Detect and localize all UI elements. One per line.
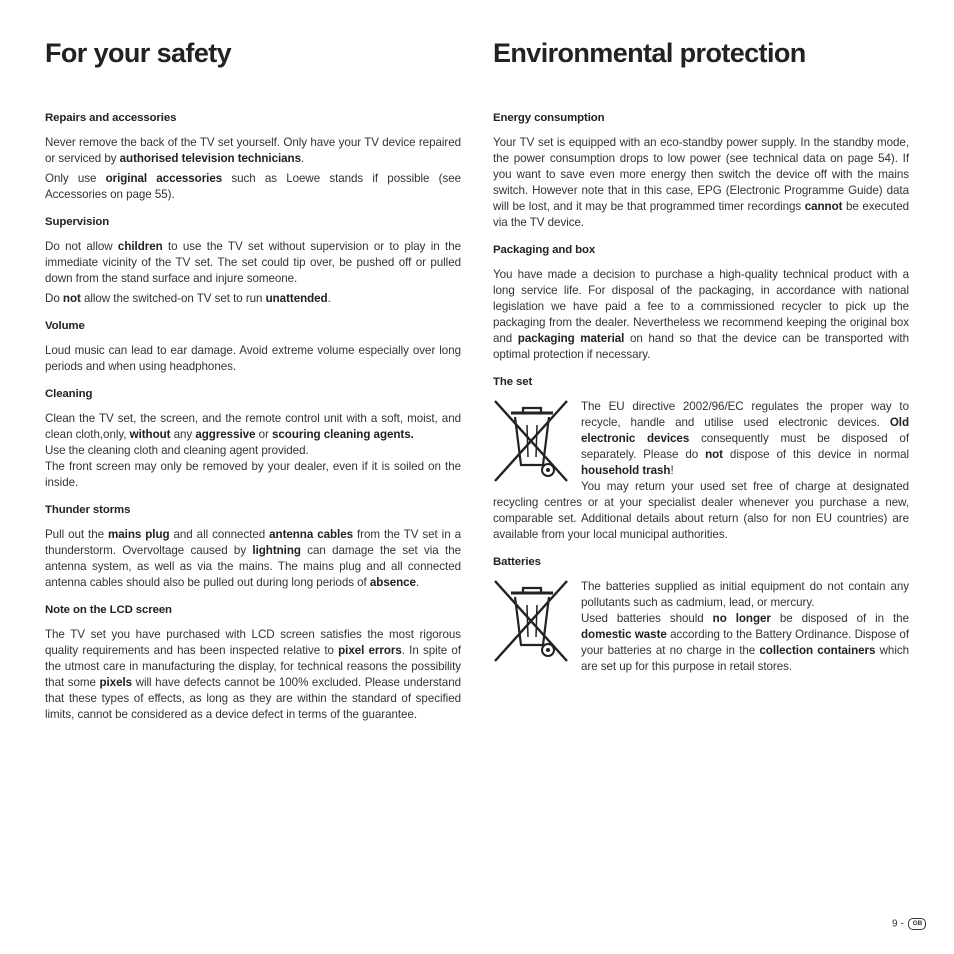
- emphasis: Old electronic devices: [581, 416, 909, 445]
- emphasis: cannot: [804, 200, 843, 213]
- paragraph: Your TV set is equipped with an eco-standby power supply. In the standby mode, the power consumption drops to low power (see technical data on page 54). If you want to save even more energy then switch the device off with the mains switch. However note that in this case, EPG (Electronic Programme Guide) data will be lost, and it may be that programmed timer recordings cannot be executed via the TV device.: [493, 136, 909, 229]
- section-heading: Volume: [45, 320, 85, 332]
- emphasis: aggressive: [195, 428, 256, 441]
- paragraph: Only use original accessories such as Loewe stands if possible (see Accessories on page 55).: [45, 172, 461, 201]
- page-number: 9 -: [892, 918, 904, 930]
- emphasis: not: [62, 292, 81, 305]
- paragraph: You have made a decision to purchase a high-quality technical product with a long service life. For disposal of the packaging, in accordance with national legislation we have paid a fee to a commissioned recycler to pick up the packaging from the dealer. Nevertheless we recommend keeping the original box and packaging material on hand so that the device can be transported with optimal protection if necessary.: [493, 268, 909, 361]
- emphasis: authorised television technicians: [119, 152, 301, 165]
- emphasis: no longer: [712, 612, 771, 625]
- section-heading: Batteries: [493, 556, 541, 568]
- section-batteries: [493, 556, 909, 675]
- section-heading: Thunder storms: [45, 504, 131, 516]
- section-note-on-the-lcd-screen: [45, 604, 461, 723]
- emphasis: scouring cleaning agents.: [272, 428, 414, 441]
- emphasis: packaging material: [517, 332, 625, 345]
- section-heading: Packaging and box: [493, 244, 596, 256]
- paragraph: Clean the TV set, the screen, and the remote control unit with a soft, moist, and clean cloth,only, without any aggressive or scouring cleaning agents.: [45, 412, 461, 441]
- paragraph: The batteries supplied as initial equipment do not contain any pollutants such as cadmium, lead, or mercury.: [581, 580, 909, 609]
- language-badge: GB: [908, 918, 926, 930]
- section-thunder-storms: [45, 504, 461, 591]
- environment-sections: [493, 112, 909, 688]
- section-supervision: [45, 216, 461, 307]
- section-the-set: [493, 376, 909, 543]
- emphasis: antenna cables: [269, 528, 354, 541]
- page-footer: [892, 918, 926, 930]
- crossed-out-wheelie-bin-icon: [493, 579, 569, 663]
- emphasis: unattended: [265, 292, 328, 305]
- paragraph: Loud music can lead to ear damage. Avoid extreme volume especially over long periods and when using headphones.: [45, 344, 461, 373]
- paragraph: Pull out the mains plug and all connected antenna cables from the TV set in a thunderstorm. Overvoltage caused by lightning can damage the set via the antenna system, as well as via the mains. The mains plug and all connected antenna cables should also be pulled out during long periods of absence.: [45, 528, 461, 589]
- section-repairs-and-accessories: [45, 112, 461, 203]
- emphasis: domestic waste: [581, 628, 667, 641]
- section-energy-consumption: [493, 112, 909, 231]
- paragraph: Never remove the back of the TV set yourself. Only have your TV device repaired or serviced by authorised television technicians.: [45, 136, 461, 165]
- paragraph: Used batteries should no longer be disposed of in the domestic waste according to the Battery Ordinance. Dispose of your batteries at no charge in the collection containers which are set up for this purpose in retail stores.: [581, 612, 909, 673]
- emphasis: pixel errors: [338, 644, 402, 657]
- emphasis: without: [129, 428, 171, 441]
- paragraph: Do not allow the switched-on TV set to run unattended.: [45, 292, 331, 305]
- section-heading: The set: [493, 376, 533, 388]
- page-title-safety: For your safety: [45, 38, 232, 68]
- crossed-out-wheelie-bin-icon: [493, 399, 569, 483]
- paragraph: Do not allow children to use the TV set without supervision or to play in the immediate vicinity of the TV set. The set could tip over, be pushed off or pulled down from the stand surface and injure someone.: [45, 240, 461, 285]
- paragraph: The front screen may only be removed by your dealer, even if it is soiled on the inside.: [45, 460, 461, 489]
- emphasis: lightning: [252, 544, 301, 557]
- emphasis: absence: [369, 576, 416, 589]
- paragraph: The EU directive 2002/96/EC regulates the proper way to recycle, handle and utilise used electronic devices. Old electronic devices consequently must be disposed of separately. Please do not dispose of this device in normal household trash!: [581, 400, 909, 477]
- emphasis: mains plug: [108, 528, 170, 541]
- section-cleaning: [45, 388, 461, 491]
- section-heading: Repairs and accessories: [45, 112, 177, 124]
- section-heading: Supervision: [45, 216, 110, 228]
- paragraph: You may return your used set free of charge at designated recycling centres or at your specialist dealer whenever you purchase a new, comparable set. Additional details about return (also for non EU countries) are available from your local municipal authorities.: [493, 480, 909, 541]
- paragraph: Use the cleaning cloth and cleaning agent provided.: [45, 444, 309, 457]
- emphasis: not: [705, 448, 723, 461]
- section-heading: Energy consumption: [493, 112, 605, 124]
- emphasis: original accessories: [105, 172, 223, 185]
- section-heading: Cleaning: [45, 388, 93, 400]
- page-title-environment: Environmental protection: [493, 38, 806, 68]
- emphasis: pixels: [99, 676, 133, 689]
- paragraph: The TV set you have purchased with LCD screen satisfies the most rigorous quality requirements and has been inspected relative to pixel errors. In spite of the utmost care in manufacturing the display, for technical reasons the possibility that some pixels will have defects cannot be 100% excluded. Please understand that these types of effects, as long as they are within the standard of specified limits, cannot be considered as a device defect in terms of the guarantee.: [45, 628, 461, 721]
- emphasis: household trash: [581, 464, 671, 477]
- emphasis: children: [117, 240, 163, 253]
- safety-sections: [45, 112, 461, 736]
- section-heading: Note on the LCD screen: [45, 604, 172, 616]
- emphasis: collection containers: [759, 644, 876, 657]
- section-packaging-and-box: [493, 244, 909, 363]
- section-volume: [45, 320, 461, 375]
